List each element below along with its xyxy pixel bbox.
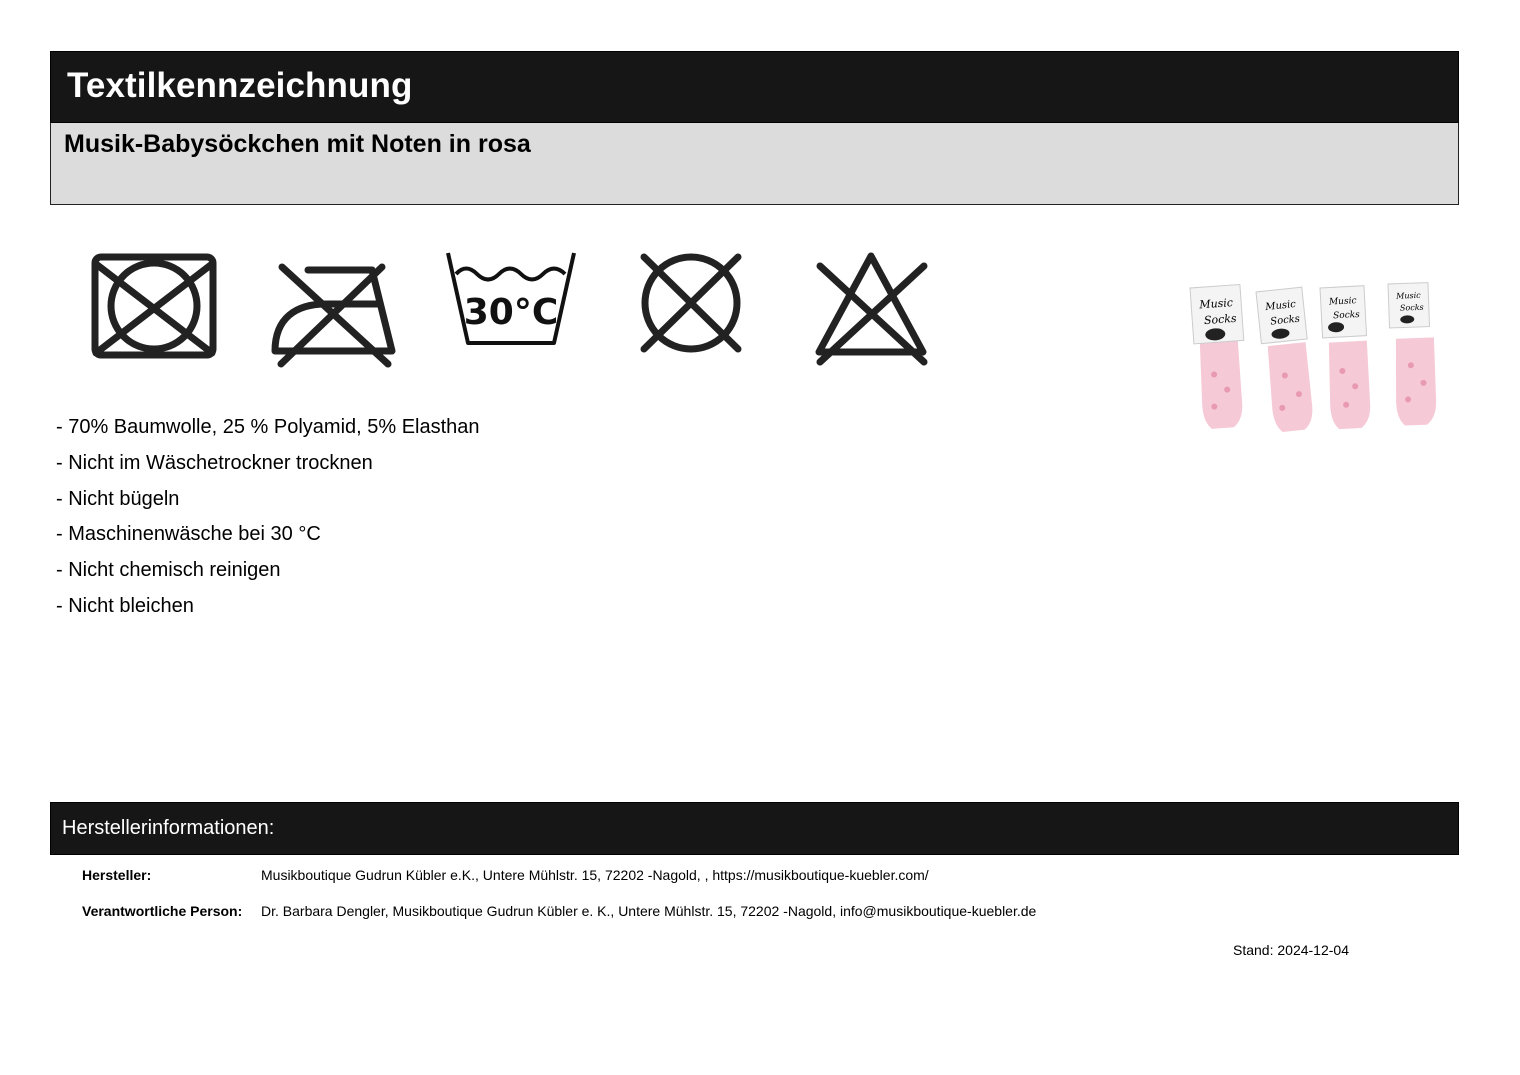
svg-text:Music: Music bbox=[1396, 290, 1421, 301]
responsible-person-value: Dr. Barbara Dengler, Musikboutique Gudrun Kübler e. K., Untere Mühlstr. 15, 72202 -Nagold, info@musikboutique-kuebler.de bbox=[261, 903, 1037, 919]
care-instruction-ironing: - Nicht bügeln bbox=[56, 487, 180, 510]
machine-wash-30-icon bbox=[444, 250, 578, 350]
page-title: Textilkennzeichnung bbox=[67, 66, 413, 105]
svg-text:Socks: Socks bbox=[1269, 313, 1301, 328]
wash-temperature-label: 30°C bbox=[463, 292, 559, 333]
svg-text:Music: Music bbox=[1328, 296, 1357, 308]
care-instruction-bleaching: - Nicht bleichen bbox=[56, 594, 194, 617]
responsible-person-label: Verantwortliche Person: bbox=[82, 903, 243, 919]
responsible-person-row bbox=[82, 903, 1036, 919]
manufacturer-label: Hersteller: bbox=[82, 867, 152, 883]
manufacturer-row bbox=[82, 867, 929, 883]
care-instruction-washing: - Maschinenwäsche bei 30 °C bbox=[56, 523, 321, 546]
svg-text:Socks: Socks bbox=[1399, 302, 1424, 313]
svg-text:Socks: Socks bbox=[1332, 309, 1361, 322]
manufacturer-section-title: Herstellerinformationen: bbox=[62, 817, 275, 839]
sock-tag-text: Music bbox=[1198, 296, 1234, 312]
stand-date: Stand: 2024-12-04 bbox=[1233, 942, 1349, 958]
care-instruction-dry-cleaning: - Nicht chemisch reinigen bbox=[56, 559, 281, 582]
svg-text:Socks: Socks bbox=[1203, 311, 1238, 328]
manufacturer-info-header bbox=[50, 802, 1459, 855]
no-tumble-dry-icon bbox=[88, 250, 220, 362]
product-name: Musik-Babysöckchen mit Noten in rosa bbox=[64, 130, 531, 158]
title-bar bbox=[50, 51, 1459, 123]
care-instructions-list bbox=[56, 410, 480, 625]
product-image bbox=[1176, 280, 1460, 432]
no-bleach-icon bbox=[812, 250, 930, 370]
svg-text:Music: Music bbox=[1264, 298, 1297, 314]
manufacturer-value: Musikboutique Gudrun Kübler e.K., Untere Mühlstr. 15, 72202 -Nagold, , https://musikboutique-kuebler.com/ bbox=[261, 867, 929, 883]
no-dry-cleaning-icon bbox=[637, 250, 745, 356]
no-ironing-icon bbox=[268, 260, 398, 372]
care-instruction-material: - 70% Baumwolle, 25 % Polyamid, 5% Elasthan bbox=[56, 416, 480, 438]
product-name-bar bbox=[50, 123, 1459, 205]
care-instruction-drying: - Nicht im Wäschetrockner trocknen bbox=[56, 451, 373, 474]
